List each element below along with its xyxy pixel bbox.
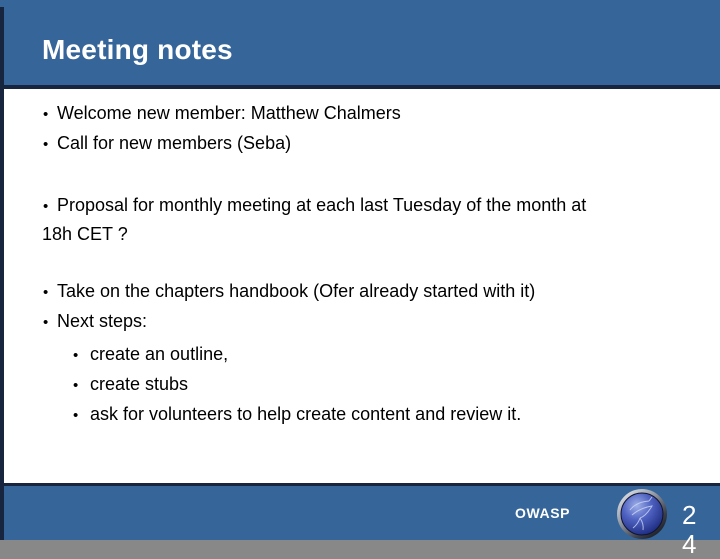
page-number-line: 2 <box>682 500 697 530</box>
bullet-line <box>42 193 586 219</box>
bullet-text: create stubs <box>90 374 189 394</box>
bullet-text: Call for new members (Seba) <box>57 133 292 153</box>
bullet-text: ask for volunteers to help create content and review it. <box>90 404 522 424</box>
page-number <box>682 501 696 559</box>
owasp-wasp-logo-icon <box>616 488 668 540</box>
bullet-text: 18h CET ? <box>42 224 128 244</box>
bullet-dot: • <box>73 407 79 424</box>
sub-bullet-line <box>42 402 521 428</box>
bullet-dot: • <box>43 136 49 153</box>
bullet-dot: • <box>73 347 79 364</box>
bullet-text: Proposal for monthly meeting at each last Tuesday of the month at <box>57 195 587 215</box>
bullet-text: create an outline, <box>90 344 229 364</box>
bullet-line <box>42 131 291 157</box>
owasp-label: OWASP <box>515 505 571 521</box>
bullet-dot: • <box>43 284 49 301</box>
sub-bullet-line <box>42 342 228 368</box>
bullet-text: Next steps: <box>57 311 148 331</box>
bullet-line <box>42 101 401 127</box>
sub-bullet-line <box>42 372 188 398</box>
slide-title: Meeting notes <box>42 34 233 65</box>
bullet-dot: • <box>43 106 49 123</box>
bullet-dot: • <box>43 314 49 331</box>
bullet-line <box>42 309 147 335</box>
bullet-line <box>42 279 535 305</box>
bullet-text: Take on the chapters handbook (Ofer already started with it) <box>57 281 536 301</box>
left-edge-accent-bar <box>0 7 4 540</box>
page-number-line: 4 <box>682 529 697 559</box>
bullet-continuation-line <box>42 222 128 246</box>
footer-bar <box>0 483 720 559</box>
bullet-dot: • <box>43 198 49 215</box>
bullet-dot: • <box>73 377 79 394</box>
bullet-text: Welcome new member: Matthew Chalmers <box>57 103 401 123</box>
